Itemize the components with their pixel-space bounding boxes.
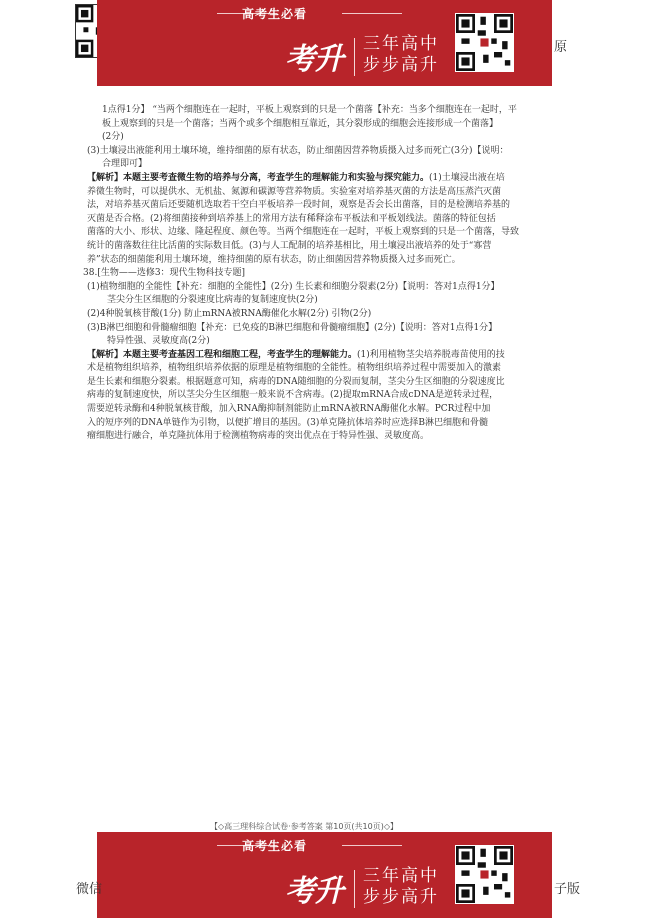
banner-logo: 考升 [285,42,343,77]
content-line: 入的短序列的DNA单链作为引物，以便扩增目的基因。(3)单克隆抗体培养时应选择B淋巴细胞和骨髓 [87,417,488,428]
banner-qr-code [455,13,514,72]
banner-slogan [363,34,439,76]
banner-qr-code [455,845,514,904]
banner-slogan [363,866,439,908]
content-line: (1)植物细胞的全能性【补充：细胞的全能性】(2分) 生长素和细胞分裂素(2分)【说明：答对1点得1分】 [87,281,500,292]
content-line: (3)土壤浸出液能利用土壤环境，维持细菌的原有状态，防止细菌因营养物质摄入过多而死亡(3分)【说明： [87,145,509,156]
content-line: 菌落的大小、形状、边缘、隆起程度、颜色等。当两个细胞连在一起时，平板上观察到的只是一个菌落，导致 [87,227,520,238]
banner-title: 高考生必看 [241,7,307,21]
banner-slogan-line2: 步步高升 [363,887,439,907]
top-banner[interactable] [97,0,552,86]
answer-content [83,104,567,444]
content-line [87,172,567,186]
content-line: (2分) [102,132,124,143]
content-line: 病毒的复制速度快，所以茎尖分生区细胞一般来说不含病毒。(2)提取mRNA合成cDNA是逆转录过程， [87,390,499,401]
content-line: 养”状态的细菌能利用土壤环境，维持细菌的原有状态，防止细菌因营养物质摄入过多而死亡。 [87,254,461,265]
content-line: 特异性强、灵敏度高(2分) [107,336,210,347]
content-line: (2)4种脱氧核苷酸(1分) 防止mRNA被RNA酶催化水解(2分) 引物(2分) [87,308,372,319]
banner-line-right [342,845,402,846]
content-line: 统计的菌落数往往比活菌的实际数目低。(3)与人工配制的培养基相比，用土壤浸出液培养的处于“寡营 [87,240,492,251]
banner-divider [354,870,355,908]
content-line: 术是植物组织培养，植物组织培养依据的原理是植物细胞的全能性。植物组织培养过程中需要加入的激素 [87,363,502,374]
banner-title: 高考生必看 [241,839,307,853]
analysis-text: (1)土壤浸出液在培 [429,172,505,183]
side-text-bottom-left: 微信 [76,882,103,897]
content-line: 养微生物时，可以提供水、无机盐、氮源和碳源等营养物质。实验室对培养基灭菌的方法是高压蒸汽灭菌 [87,186,502,197]
content-line: 瘤细胞进行融合，单克隆抗体用于检测植物病毒的突出优点在于特异性强、灵敏度高。 [87,431,430,442]
content-line: 合理即可】 [102,159,148,170]
banner-line-right [342,13,402,14]
analysis-heading: 【解析】本题主要考查基因工程和细胞工程，考查学生的理解能力。 [87,349,358,360]
banner-slogan-line1: 三年高中 [363,866,439,886]
content-line: 1点得1分】 “当两个细胞连在一起时，平板上观察到的只是一个菌落【补充：当多个细胞连在一起时，平 [102,105,517,115]
content-line: 茎尖分生区细胞的分裂速度比病毒的复制速度快(2分) [107,295,318,306]
content-line: 板上观察到的只是一个菌落；当两个或多个细胞相互靠近，其分裂形成的细胞会连接形成一个菌落】 [102,118,499,129]
side-text-bottom-right: 子版 [554,882,581,897]
content-line: 是生长素和细胞分裂素。根据题意可知，病毒的DNA随细胞的分裂而复制，茎尖分生区细胞的分裂速度比 [87,376,505,387]
content-line: (3)B淋巴细胞和骨髓瘤细胞【补充：已免疫的B淋巴细胞和骨髓瘤细胞】(2分)【说明：答对1点得1分】 [87,322,498,333]
content-line: 38.[生物——选修3：现代生物科技专题] [83,268,246,279]
side-text-top-right: 原 [554,40,568,55]
banner-divider [354,38,355,76]
content-line: 灭菌是否合格。(2)将细菌接种到培养基上的常用方法有稀释涂布平板法和平板划线法。菌落的特征包括 [87,213,496,224]
analysis-heading: 【解析】本题主要考查微生物的培养与分离，考查学生的理解能力和实验与探究能力。 [87,172,430,183]
bottom-banner[interactable] [97,832,552,918]
analysis-text: (1)利用植物茎尖培养脱毒苗使用的技 [357,349,505,360]
banner-slogan-line1: 三年高中 [363,34,439,54]
banner-logo: 考升 [285,874,343,909]
content-line: 需要逆转录酶和4种脱氧核苷酸，加入RNA酶抑制剂能防止mRNA被RNA酶催化水解。PCR过程中加 [87,404,491,415]
page-footer: 【◇高三理科综合试卷·参考答案 第10页(共10页)◇】 [210,822,398,831]
banner-slogan-line2: 步步高升 [363,55,439,75]
content-line: 法，对培养基灭菌后还要随机选取若干空白平板培养一段时间，观察是否会长出菌落，目的是检测培养基的 [87,200,511,211]
content-line [87,349,567,363]
